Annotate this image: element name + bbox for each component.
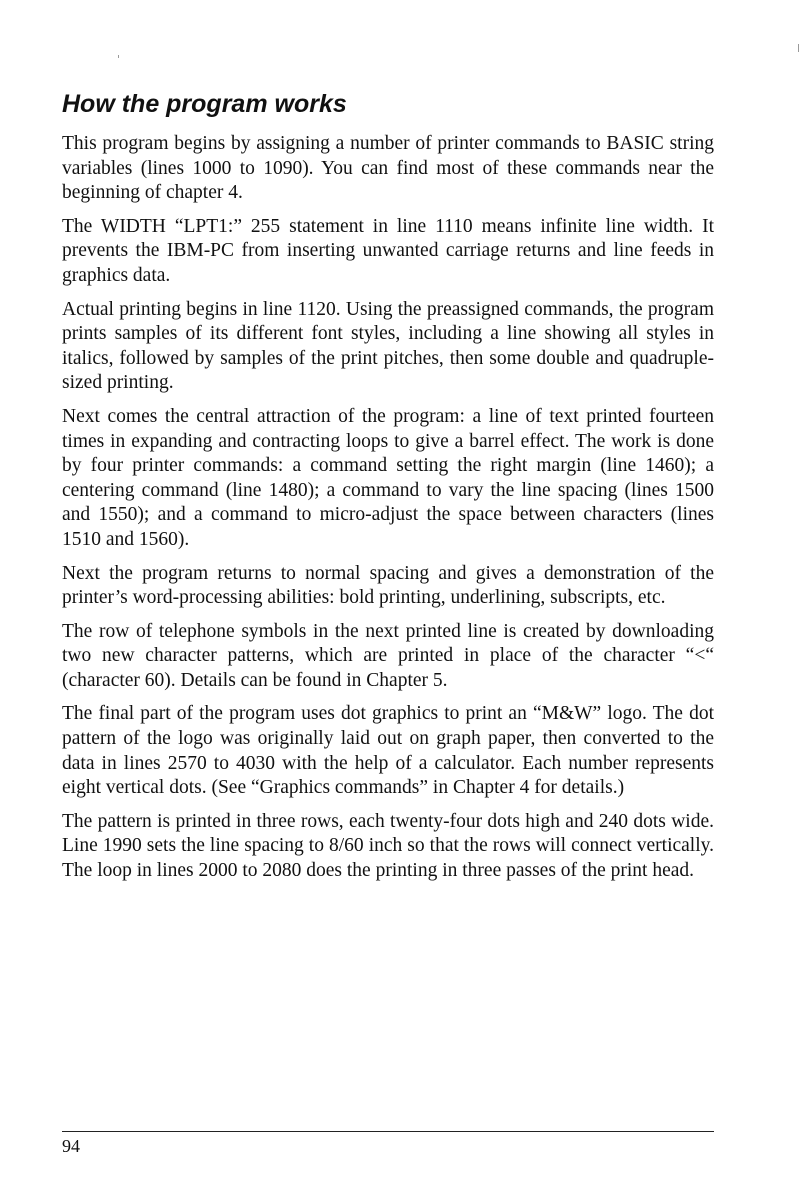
scan-speck	[798, 44, 799, 52]
paragraph-2: The WIDTH “LPT1:” 255 statement in line 1110 means infinite line width. It prevents the IBM-PC from inserting unwanted carriage returns and line feeds in graphics data.	[62, 215, 714, 286]
paragraph-5: Next the program returns to normal spacing and gives a demonstration of the printer’s word-processing abilities: bold printing, underlining, subscripts, etc.	[62, 562, 714, 609]
scan-speck	[118, 55, 119, 58]
paragraph-7: The final part of the program uses dot graphics to print an “M&W” logo. The dot pattern of the logo was originally laid out on graph paper, then converted to the data in lines 2570 to 4030 with the help of a calculator. Each number represents eight vertical dots. (See “Graphics commands” in Chapter 4 for details.)	[62, 703, 714, 799]
paragraph-6: The row of telephone symbols in the next printed line is created by downloading two new character patterns, which are printed in place of the character “<“ (character 60). Details can be found in Chapter 5.	[62, 620, 714, 691]
paragraph-4: Next comes the central attraction of the program: a line of text printed fourteen times in expanding and contracting loops to give a barrel effect. The work is done by four printer commands: a command setting the right margin (line 1460); a centering command (line 1480); a command to vary the line spacing (lines 1500 and 1550); and a command to micro-adjust the space between characters (lines 1510 and 1560).	[62, 405, 714, 550]
paragraph-1: This program begins by assigning a number of printer commands to BASIC string variables (lines 1000 to 1090). You can find most of these commands near the beginning of chapter 4.	[62, 133, 714, 204]
body-text	[62, 132, 714, 893]
footer-rule	[62, 1131, 714, 1132]
paragraph-3: Actual printing begins in line 1120. Using the preassigned commands, the program prints samples of its different font styles, including a line showing all styles in italics, followed by samples of the print pitches, then some double and quadruple-sized printing.	[62, 298, 714, 394]
section-heading: How the program works	[62, 90, 347, 118]
paragraph-8: The pattern is printed in three rows, each twenty-four dots high and 240 dots wide. Line 1990 sets the line spacing to 8/60 inch so that the rows will connect vertically. The loop in lines 2000 to 2080 does the printing in three passes of the print head.	[62, 810, 714, 882]
page-number: 94	[62, 1136, 80, 1156]
